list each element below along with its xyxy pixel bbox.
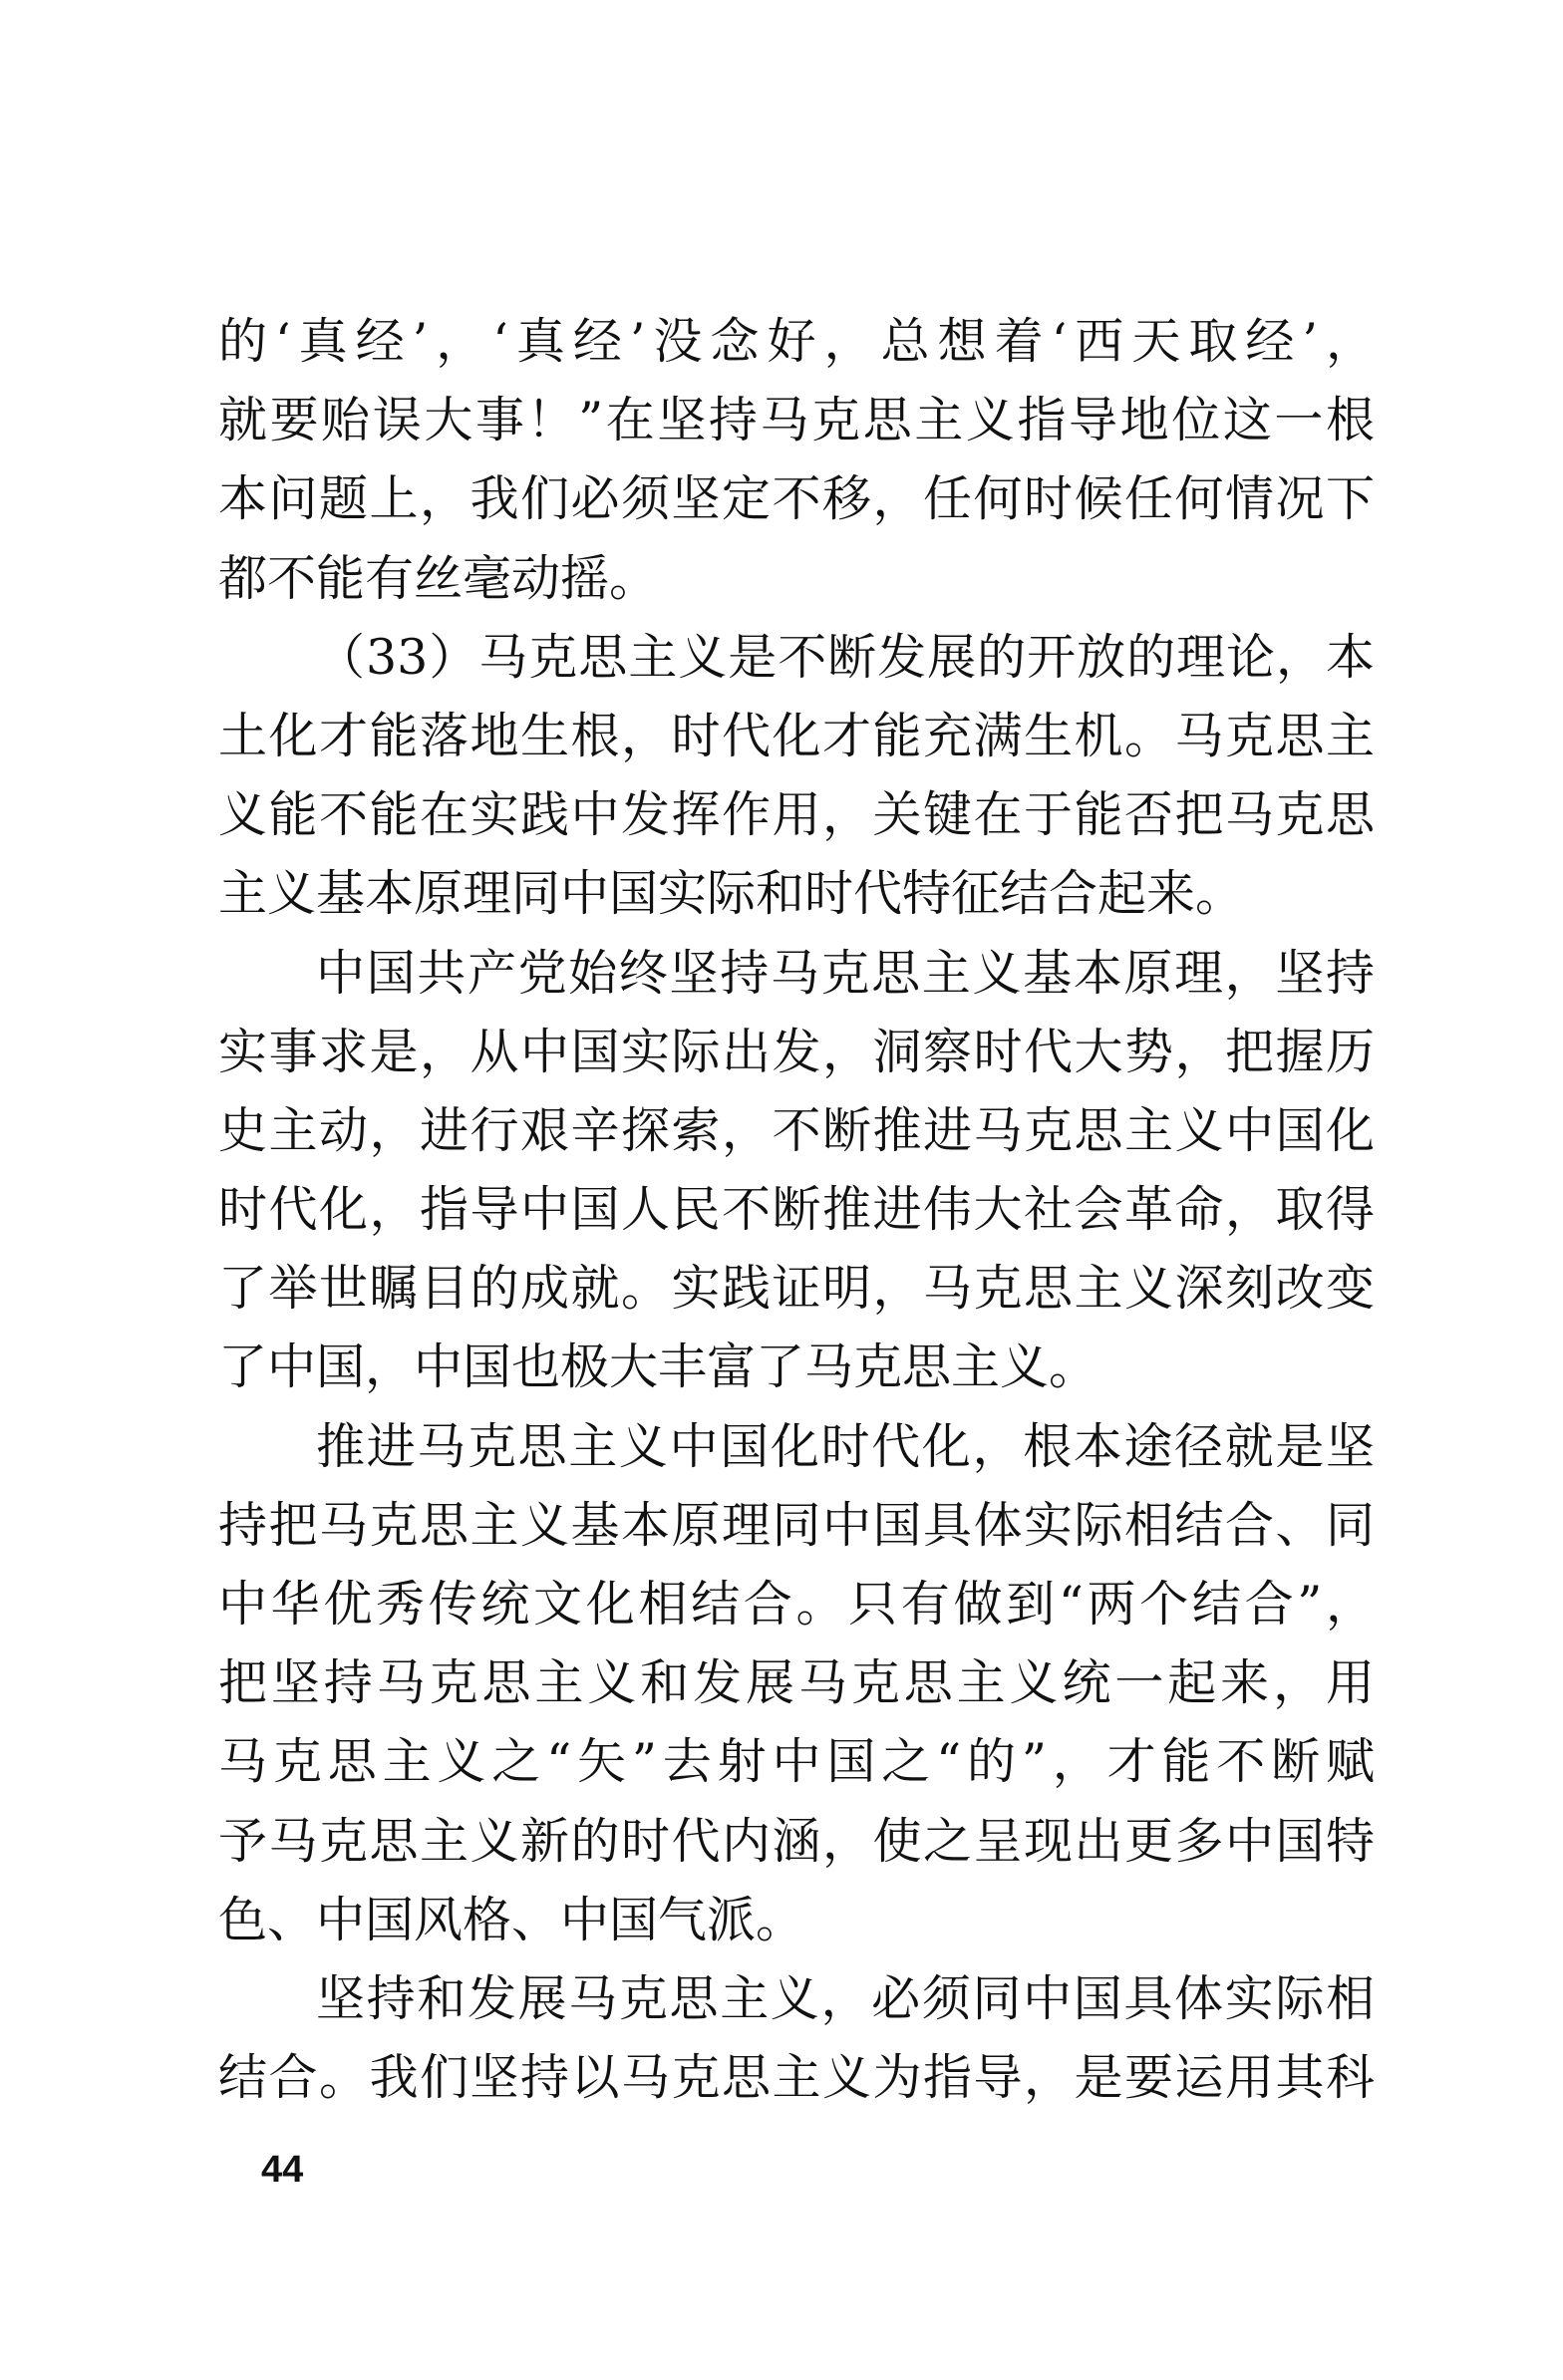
text-line: 了举世瞩目的成就。实践证明，马克思主义深刻改变 bbox=[218, 1260, 1375, 1318]
text-line: 本问题上，我们必须坚定不移，任何时候任何情况下 bbox=[218, 470, 1375, 528]
text-line: 结合。我们坚持以马克思主义为指导，是要运用其科 bbox=[218, 2049, 1375, 2107]
text-line: 了中国，中国也极大丰富了马克思主义。 bbox=[218, 1339, 1098, 1396]
text-line: 的‘真经’，‘真经’没念好，总想着‘西天取经’， bbox=[218, 313, 1375, 370]
text-line: 色、中国风格、中国气派。 bbox=[218, 1891, 805, 1948]
text-line: 持把马克思主义基本原理同中国具体实际相结合、同 bbox=[218, 1496, 1375, 1554]
text-line: 马克思主义之“矢”去射中国之“的”，才能不断赋 bbox=[218, 1733, 1375, 1791]
text-line: 予马克思主义新的时代内涵，使之呈现出更多中国特 bbox=[218, 1812, 1375, 1870]
text-line: 推进马克思主义中国化时代化，根本途径就是坚 bbox=[316, 1417, 1375, 1475]
text-line: 把坚持马克思主义和发展马克思主义统一起来，用 bbox=[218, 1654, 1375, 1712]
text-line: 就要贻误大事！”在坚持马克思主义指导地位这一根 bbox=[218, 392, 1375, 449]
text-line: 中华优秀传统文化相结合。只有做到“两个结合”， bbox=[218, 1576, 1375, 1633]
text-line: 土化才能落地生根，时代化才能充满生机。马克思主 bbox=[218, 707, 1375, 764]
text-line: 都不能有丝毫动摇。 bbox=[218, 549, 659, 607]
text-line: 实事求是，从中国实际出发，洞察时代大势，把握历 bbox=[218, 1023, 1375, 1080]
text-line: 中国共产党始终坚持马克思主义基本原理，坚持 bbox=[316, 944, 1375, 1002]
text-line: 主义基本原理同中国实际和时代特征结合起来。 bbox=[218, 865, 1245, 923]
page-number: 44 bbox=[261, 2149, 304, 2191]
text-line: 史主动，进行艰辛探索，不断推进马克思主义中国化 bbox=[218, 1101, 1375, 1159]
text-line: （33）马克思主义是不断发展的开放的理论，本 bbox=[316, 628, 1375, 686]
text-line: 义能不能在实践中发挥作用，关键在于能否把马克思 bbox=[218, 786, 1375, 844]
text-line: 坚持和发展马克思主义，必须同中国具体实际相 bbox=[316, 1969, 1375, 2027]
text-line: 时代化，指导中国人民不断推进伟大社会革命，取得 bbox=[218, 1181, 1375, 1239]
body-text bbox=[218, 302, 1375, 2117]
